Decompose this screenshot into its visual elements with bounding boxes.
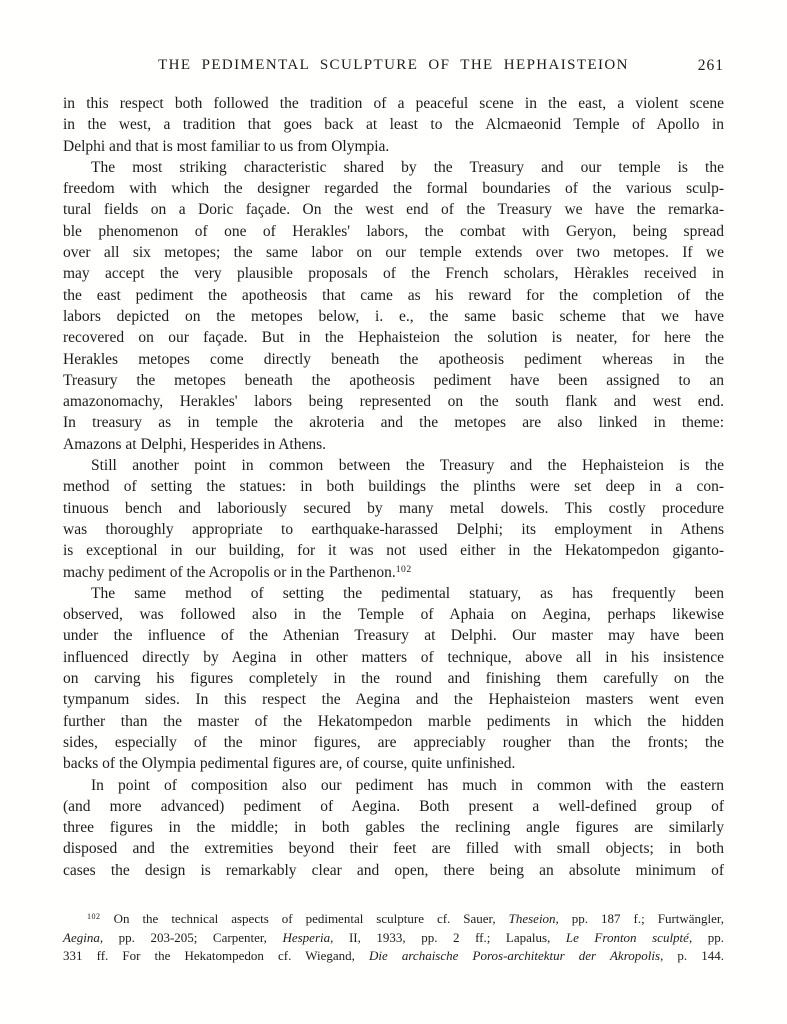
text-line: Treasury the metopes beneath the apotheosis pediment have been assigned to an <box>63 371 724 389</box>
text-line: sides, especially of the minor figures, are appreciably rougher than the fronts; the <box>63 733 724 751</box>
footnote-reference: 102 <box>395 563 412 575</box>
text-line: Delphi and that is most familiar to us from Olympia. <box>63 137 390 155</box>
text-line: on carving his figures completely in the round and finishing them carefully on the <box>63 670 724 688</box>
italic-citation: Theseion, <box>508 910 559 926</box>
footnote-line: 331 ff. For the Hekatompedon cf. Wiegand, Die archaische Poros-architektur der Akropolis, p. 144. <box>63 948 725 964</box>
text-line: may accept the very plausible proposals of the French scholars, Hèrakles received in <box>63 265 724 283</box>
text-line: Still another point in common between the Treasury and the Hephaisteion is the <box>91 457 724 475</box>
paragraph <box>63 157 724 455</box>
italic-citation: Aegina, <box>63 929 104 945</box>
text-line: was thoroughly appropriate to earthquake-harassed Delphi; its employment in Athens <box>63 520 724 538</box>
text-line: disposed and the extremities beyond their feet are filled with small objects; in both <box>63 840 724 858</box>
text-line: In point of composition also our pediment has much in common with the eastern <box>91 776 724 794</box>
page-number: 261 <box>697 57 724 74</box>
text-line: cases the design is remarkably clear and open, there being an absolute minimum of <box>63 861 724 879</box>
text-line: recovered on our façade. But in the Hephaisteion the solution is neater, for here the <box>63 329 724 347</box>
text-line: observed, was followed also in the Temple of Aphaia on Aegina, perhaps likewise <box>63 606 724 624</box>
italic-citation: Hesperia <box>282 929 331 945</box>
text-line: The same method of setting the pedimental statuary, as has frequently been <box>91 584 724 602</box>
text-line: in the west, a tradition that goes back at least to the Alcmaeonid Temple of Apollo in <box>63 116 724 134</box>
text-line: tural fields on a Doric façade. On the west end of the Treasury we have the remarka- <box>63 201 724 219</box>
text-line: freedom with which the designer regarded the formal boundaries of the various sculp- <box>63 180 724 198</box>
text-line: tympanum sides. In this respect the Aegina and the Hephaisteion masters went even <box>63 691 724 709</box>
body-text <box>63 93 724 881</box>
footnote-reference: 102 <box>87 911 101 921</box>
text-line: is exceptional in our building, for it was not used either in the Hekatompedon giganto- <box>63 542 724 560</box>
text-line: in this respect both followed the tradition of a peaceful scene in the east, a violent scene <box>63 95 724 112</box>
text-line: backs of the Olympia pedimental figures are, of course, quite unfinished. <box>63 755 516 773</box>
footnote <box>63 910 724 966</box>
paragraph <box>63 455 724 583</box>
text-line: under the influence of the Athenian Treasury at Delphi. Our master may have been <box>63 627 724 645</box>
page-header <box>63 57 724 77</box>
text-line: machy pediment of the Acropolis or in the Parthenon.$^{102}$ <box>63 563 412 581</box>
paragraph <box>63 93 724 157</box>
text-line: three figures in the middle; in both gables the reclining angle figures are similarly <box>63 819 724 837</box>
text-line: method of setting the statues: in both buildings the plinths were set deep in a con- <box>63 478 724 496</box>
text-line: over all six metopes; the same labor on our temple extends over two metopes. If we <box>63 244 724 262</box>
italic-citation: Die archaische Poros-architektur der Akropolis <box>368 948 661 964</box>
footnote-line: $^{102}$ On the technical aspects of pedimental sculpture cf. Sauer, Theseion, pp. 187 f.; Furtwängler, <box>87 910 724 926</box>
italic-citation: Le Fronton sculpté <box>565 929 689 945</box>
text-line: amazonomachy, Herakles' labors being represented on the south flank and west end. <box>63 393 724 411</box>
paragraph <box>63 775 724 881</box>
text-line: tinuous bench and laboriously secured by many metal dowels. This costly procedure <box>63 499 724 517</box>
text-line: ble phenomenon of one of Herakles' labors, the combat with Geryon, being spread <box>63 222 724 240</box>
text-line: labors depicted on the metopes below, i. e., the same basic scheme that we have <box>63 307 724 325</box>
text-line: In treasury as in temple the akroteria and the metopes are also linked in theme: <box>63 414 724 432</box>
text-line: Amazons at Delphi, Hesperides in Athens. <box>63 435 327 453</box>
text-line: further than the master of the Hekatompedon marble pediments in which the hidden <box>63 712 724 730</box>
footnote-line: Aegina, pp. 203-205; Carpenter, Hesperia, II, 1933, pp. 2 ff.; Lapalus, Le Fronton sculpté, pp. <box>63 929 724 945</box>
paragraph <box>63 583 724 775</box>
text-line: influenced directly by Aegina in other matters of technique, above all in his insistence <box>63 648 724 666</box>
text-line: Herakles metopes come directly beneath the apotheosis pediment whereas in the <box>63 350 724 368</box>
page-title: THE PEDIMENTAL SCULPTURE OF THE HEPHAISTEION <box>158 57 629 73</box>
text-line: (and more advanced) pediment of Aegina. Both present a well-defined group of <box>63 797 724 815</box>
text-line: the east pediment the apotheosis that came as his reward for the completion of the <box>63 286 724 304</box>
text-line: The most striking characteristic shared by the Treasury and our temple is the <box>91 158 724 176</box>
